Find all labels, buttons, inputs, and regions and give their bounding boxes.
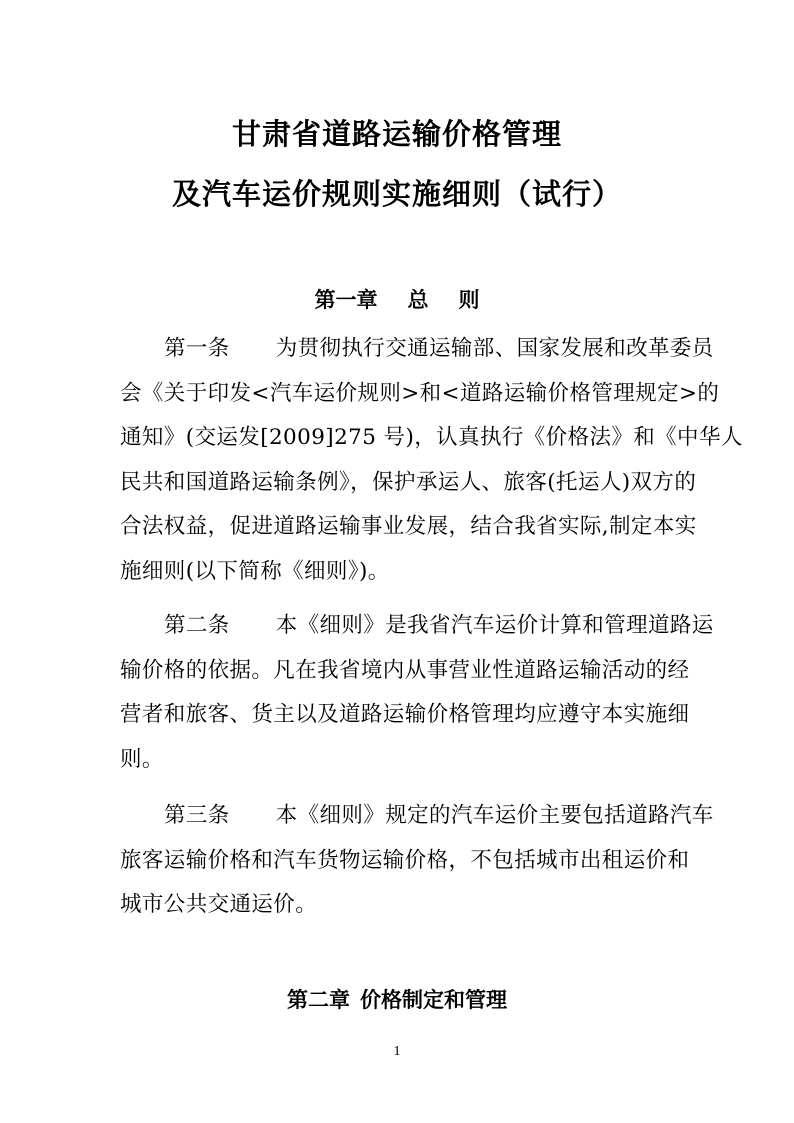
chapter2-number: 第二章 [287,987,350,1012]
chapter1-heading [0,284,794,314]
article1-line: 合法权益，促进道路运输事业发展，结合我省实际,制定本实 [120,514,697,539]
article2-label: 第二条 [164,613,230,638]
article1-line: 施细则(以下简称《细则》)。 [120,558,390,584]
article2-line: 输价格的依据。凡在我省境内从事营业性道路运输活动的经 [120,657,690,683]
article2-line: 本《细则》是我省汽车运价计算和管理道路运 [275,613,714,638]
article1-label: 第一条 [164,336,230,361]
document-title-line2: 及汽车运价规则实施细则（试行） [171,177,622,211]
article1-line: 会《关于印发<汽车运价规则>和<道路运输价格管理规定>的 [120,380,720,406]
article3-line: 旅客运输价格和汽车货物运输价格，不包括城市出租运价和 [120,847,690,873]
article1-line: 通知》(交运发[2009]275 号)，认真执行《价格法》和《中华人 [120,425,743,450]
article2-line: 营者和旅客、货主以及道路运输价格管理均应遵守本实施细 [120,702,690,727]
article1-line: 为贯彻执行交通运输部、国家发展和改革委员 [275,336,714,361]
article1-paragraph [120,327,743,594]
chapter1-number: 第一章 [314,287,378,312]
article3-paragraph [120,794,714,928]
chapter1-name-part1: 总 [407,287,429,312]
article2-paragraph [120,604,714,782]
chapter1-name-part2: 则 [458,287,480,312]
page-number: 1 [393,1044,401,1059]
chapter2-name: 价格制定和管理 [360,987,507,1012]
document-title-line1: 甘肃省道路运输价格管理 [231,117,562,151]
chapter2-heading [0,984,794,1014]
article3-line: 城市公共交通运价。 [120,892,318,917]
article2-line: 则。 [120,746,164,772]
article1-line: 民共和国道路运输条例》，保护承运人、旅客(托运人)双方的 [120,469,697,495]
article3-line: 本《细则》规定的汽车运价主要包括道路汽车 [275,803,714,828]
article3-label: 第三条 [164,803,230,828]
